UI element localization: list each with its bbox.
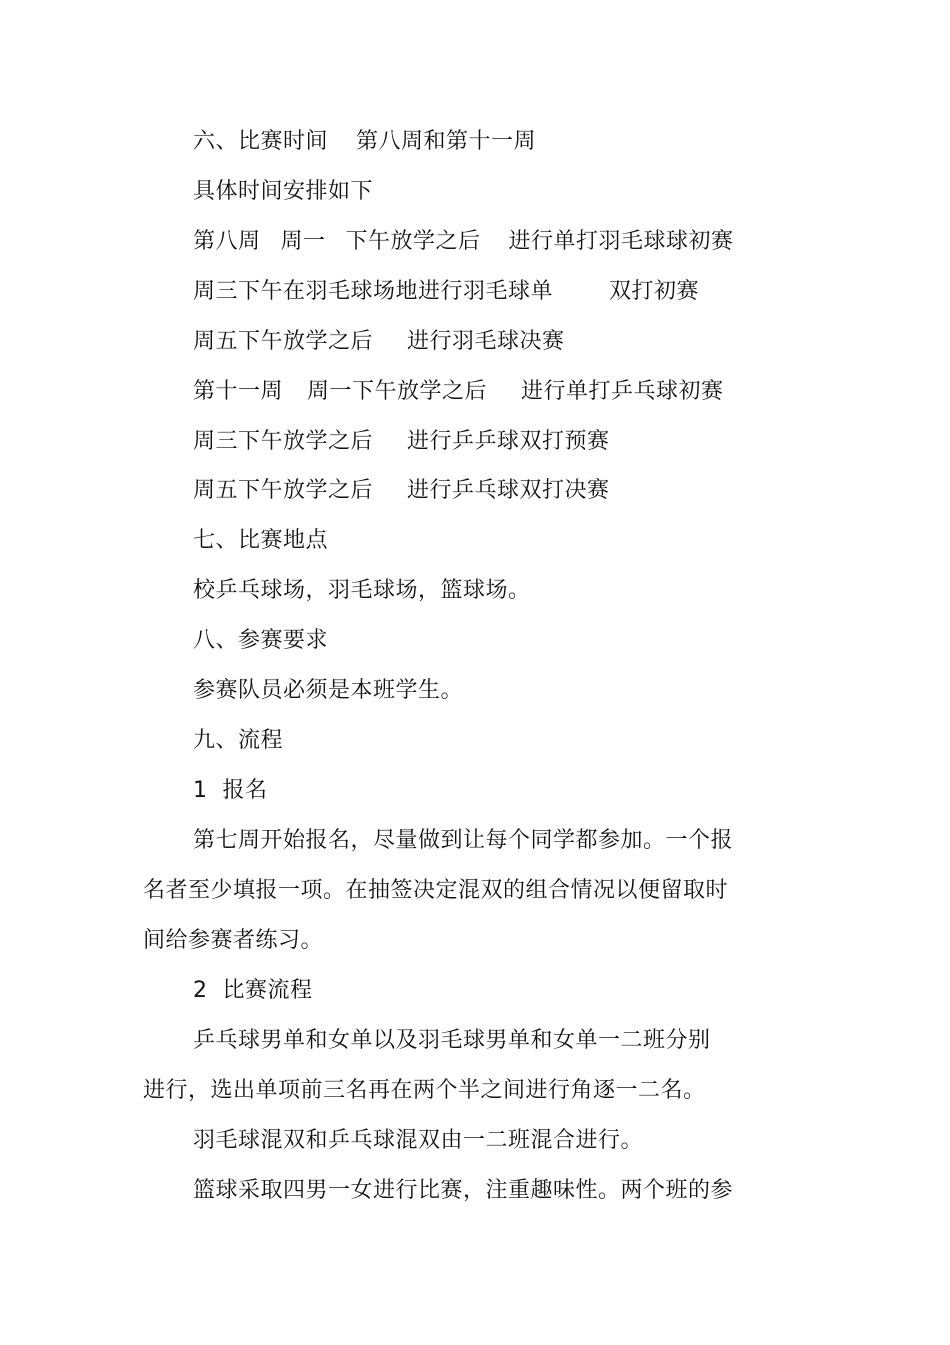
line-part: 周五下午放学之后 (193, 329, 374, 354)
schedule-line (193, 476, 610, 506)
line-part: 六、比赛时间 (193, 129, 329, 154)
line-part: 周一下午放学之后 (307, 379, 488, 404)
line-part: 进行，选出单项前三名再在两个半之间进行角逐一二名。 (143, 1078, 706, 1103)
section-9-heading (193, 726, 283, 756)
schedule-line (193, 227, 734, 257)
line-part: 周一 (280, 229, 326, 254)
subheading (193, 776, 267, 806)
section-7-heading (193, 526, 328, 556)
line-part: 具体时间安排如下 (193, 179, 374, 204)
schedule-line (193, 427, 610, 457)
paragraph-line (143, 926, 323, 956)
paragraph-line (143, 1076, 706, 1106)
paragraph-line (193, 826, 733, 856)
line-part: 第八周 (193, 229, 261, 254)
line-part: 参赛队员必须是本班学生。 (193, 678, 464, 703)
line-part: 第十一周 (193, 379, 284, 404)
section-8-heading (193, 626, 328, 656)
schedule-line (193, 327, 565, 357)
line-part: 八、参赛要求 (193, 628, 329, 653)
section-6-heading (193, 127, 536, 157)
line-part: 下午放学之后 (345, 229, 481, 254)
line-part: 校乒乓球场，羽毛球场，篮球场。 (193, 578, 531, 603)
line-part: 羽毛球混双和乒乓球混双由一二班混合进行。 (193, 1128, 644, 1153)
text-line (193, 177, 373, 207)
line-part: 篮球采取四男一女进行比赛，注重趣味性。两个班的参 (193, 1178, 734, 1203)
line-part: 周三下午在羽毛球场地进行羽毛球单 (193, 279, 554, 304)
text-line (193, 676, 463, 706)
paragraph-line (193, 1176, 733, 1206)
subheading (193, 976, 312, 1006)
line-part: 第七周开始报名，尽量做到让每个同学都参加。一个报 (193, 828, 734, 853)
line-part: 2 比赛流程 (193, 978, 313, 1003)
schedule-line (193, 277, 699, 307)
line-part: 进行乒乒球双打预赛 (407, 429, 610, 454)
line-part: 1 报名 (193, 778, 268, 803)
line-part: 双打初赛 (609, 279, 700, 304)
line-part: 进行乒乓球双打决赛 (407, 478, 610, 503)
line-part: 周五下午放学之后 (193, 478, 374, 503)
schedule-line (193, 377, 724, 407)
line-part: 九、流程 (193, 728, 284, 753)
line-part: 七、比赛地点 (193, 528, 329, 553)
paragraph-line (193, 1126, 643, 1156)
line-part: 进行单打羽毛球球初赛 (508, 229, 734, 254)
line-part: 名者至少填报一项。在抽签决定混双的组合情况以便留取时 (143, 878, 729, 903)
line-part: 乒乓球男单和女单以及羽毛球男单和女单一二班分别 (193, 1028, 711, 1053)
line-part: 周三下午放学之后 (193, 429, 374, 454)
line-part: 进行羽毛球决赛 (407, 329, 565, 354)
paragraph-line (143, 876, 728, 906)
paragraph-line (193, 1026, 711, 1056)
line-part: 间给参赛者练习。 (143, 928, 324, 953)
line-part: 第八周和第十一周 (356, 129, 537, 154)
line-part: 进行单打乒乓球初赛 (521, 379, 724, 404)
text-line (193, 576, 531, 606)
